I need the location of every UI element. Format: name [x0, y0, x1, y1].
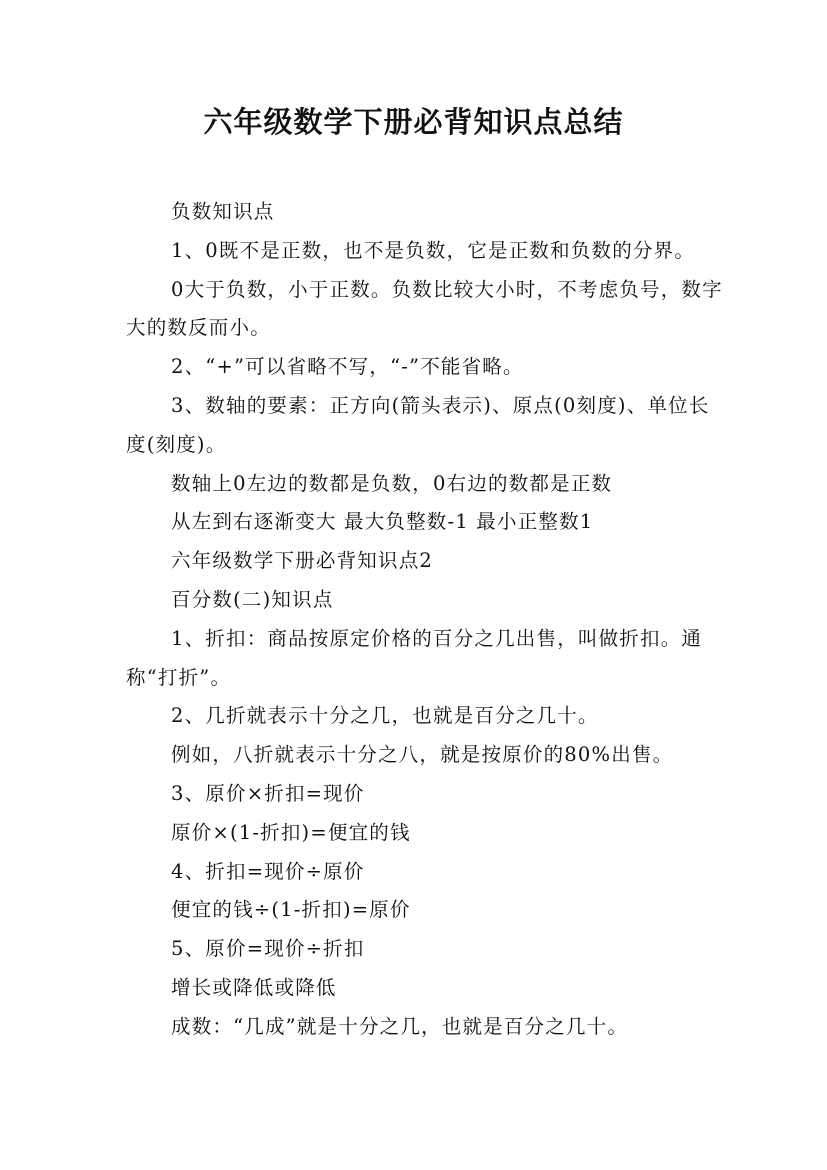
- paragraph: 2、“+”可以省略不写，“-”不能省略。: [171, 355, 524, 379]
- paragraph: 3、数轴的要素：正方向(箭头表示)、原点(0刻度)、单位长度(刻度)。: [126, 393, 710, 456]
- paragraph: 5、原价=现价÷折扣: [171, 937, 365, 961]
- document-body: [126, 193, 726, 1047]
- paragraph: 负数知识点: [171, 200, 275, 223]
- paragraph: 原价×(1-折扣)=便宜的钱: [171, 820, 411, 844]
- paragraph: 百分数(二)知识点: [171, 587, 334, 611]
- paragraph: 4、折扣=现价÷原价: [171, 859, 365, 883]
- paragraph: 1、0既不是正数，也不是负数，它是正数和负数的分界。: [171, 238, 696, 262]
- paragraph: 数轴上0左边的数都是负数，0右边的数都是正数: [171, 471, 613, 495]
- paragraph: 例如，八折就表示十分之八，就是按原价的80%出售。: [171, 743, 674, 767]
- paragraph: 便宜的钱÷(1-折扣)=原价: [171, 898, 411, 922]
- paragraph: 2、几折就表示十分之几，也就是百分之几十。: [171, 704, 599, 728]
- paragraph: 成数：“几成”就是十分之几，也就是百分之几十。: [171, 1014, 629, 1038]
- page-title: 六年级数学下册必背知识点总结: [203, 105, 624, 139]
- paragraph: 六年级数学下册必背知识点2: [171, 549, 434, 573]
- paragraph: 从左到右逐渐变大 最大负整数-1 最小正整数1: [171, 510, 594, 534]
- paragraph: 3、原价×折扣=现价: [171, 781, 365, 805]
- paragraph: 增长或降低或降低: [171, 975, 337, 999]
- paragraph: 0大于负数，小于正数。负数比较大小时，不考虑负号，数字大的数反而小。: [126, 277, 723, 340]
- paragraph: 1、折扣：商品按原定价格的百分之几出售，叫做折扣。通称“打折”。: [126, 626, 703, 689]
